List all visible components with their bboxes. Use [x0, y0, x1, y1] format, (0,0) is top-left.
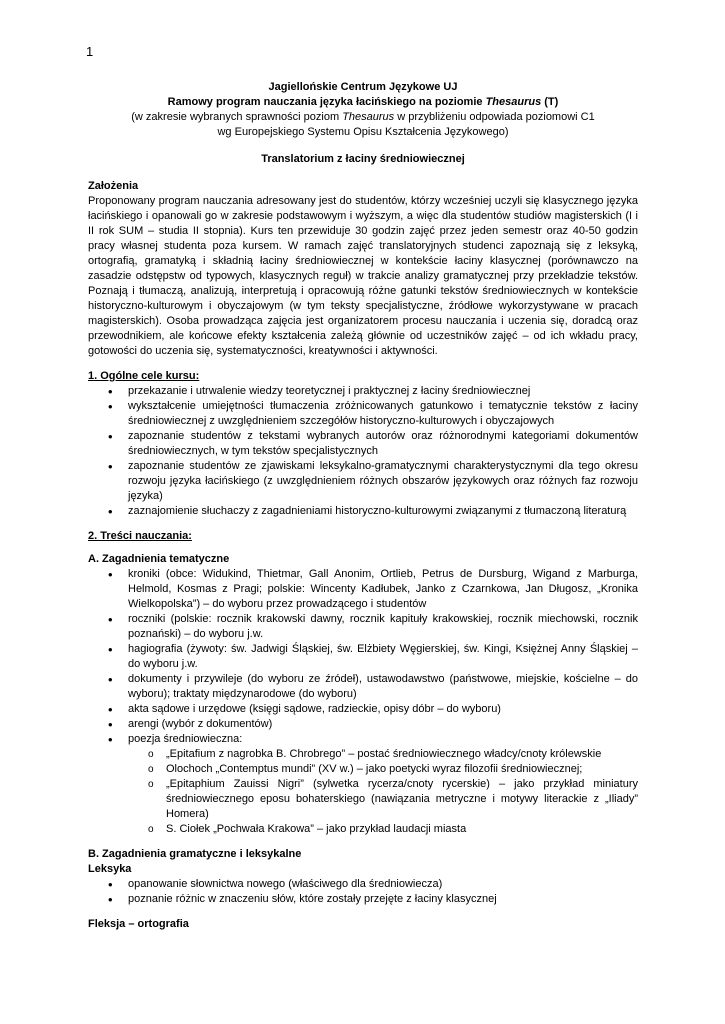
page-number: 1 — [86, 44, 94, 59]
cele-list — [88, 384, 638, 519]
tresci-section — [88, 529, 638, 932]
list-item: • hagiografia (żywoty: św. Jadwigi Śląskiej, św. Elżbiety Węgierskiej, św. Kingi, Księżnej Anny Śląskiej – do wyboru j.w. — [88, 642, 638, 672]
sub-list-item: o „Epitaphium Zauissi Nigri” (sylwetka rycerza/cnoty rycerskie) – jako przykład miniatury średniowiecznego eposu bohaterskiego (nawiązania metryczne i motywy literackie z „Iliady” Homera) — [148, 777, 638, 822]
list-item: • poznanie różnic w znaczeniu słów, które zostały przejęte z łaciny klasycznej — [88, 892, 638, 907]
list-item: • wykształcenie umiejętności tłumaczenia zróżnicowanych gatunkowo i tematycznie tekstów z łaciny średniowiecznej z uwzględnieniem szczegółów historyczno-kulturowych i obyczajowych — [88, 399, 638, 429]
poezja-label: poezja średniowieczna: — [128, 733, 243, 745]
list-item: • zapoznanie studentów ze zjawiskami leksykalno-gramatycznymi charakterystycznymi dla tego okresu rozwoju języka łacińskiego (z uwzględnieniem różnych obszarów językowych oraz różnych faz rozwoju języka) — [88, 459, 638, 504]
tematyczne-list — [88, 567, 638, 837]
gramatyczne-heading: B. Zagadnienia gramatyczne i leksykalne — [88, 848, 302, 860]
list-item-poezja — [88, 732, 638, 837]
list-item: • dokumenty i przywileje (do wyboru ze źródeł), ustawodawstwo (państwowe, miejskie, kościelne – do wyboru); traktaty międzynarodowe (do wyboru) — [88, 672, 638, 702]
poezja-list — [148, 747, 638, 837]
sub-list-item: o „Epitafium z nagrobka B. Chrobrego” – postać średniowiecznego władcy/cnoty królewskie — [148, 747, 638, 762]
list-item: • akta sądowe i urzędowe (księgi sądowe, radzieckie, opisy dóbr – do wyboru) — [88, 702, 638, 717]
fleksja-heading: Fleksja – ortografia — [88, 918, 189, 930]
sub-list-item: o S. Ciołek „Pochwała Krakowa” – jako przykład laudacji miasta — [148, 822, 638, 837]
tematyczne-heading: A. Zagadnienia tematyczne — [88, 553, 230, 565]
zalozenia-text: Proponowany program nauczania adresowany jest do studentów, którzy wcześniej uczyli się klasycznego języka łacińskiego i opanowali go w zakresie podstawowym i wyższym, a więc dla studentów studiów magisterskich (I i II rok SUM – studia II stopnia). Kurs ten przewiduje 30 godzin zajęć przez jeden semestr oraz 40-50 godzin pracy własnej studenta poza kursem. W ramach zajęć translatoryjnych studenci zapoznają się z leksyką, ortografią, gramatyką i składnią łaciny średniowiecznej w kontekście łaciny klasycznej (porównawczo na zasadzie odstępstw od typowych, klasycznych reguł) w trakcie analizy gramatycznej przy przekładzie tekstów. Poznają i tłumaczą, analizują, interpretują i opracowują różne gatunki tekstów średniowiecznych w kontekście historyczno-kulturowym i obyczajowym (w tym teksty specjalistyczne, źródłowe wykorzystywane w pracach magisterskich). Osoba prowadząca zajęcia jest organizatorem procesu nauczania i uczenia się, doradcą oraz przewodnikiem, ale końcowe efekty kształcenia zależą głównie od uczestników zajęć – od ich wkładu pracy, gotowości do uczenia się, systematyczności, kreatywności i aktywności. — [88, 195, 638, 357]
list-item: • roczniki (polskie: rocznik krakowski dawny, rocznik kapituły krakowskiej, rocznik miechowski, rocznik poznański) – do wyboru j.w. — [88, 612, 638, 642]
list-item: • zaznajomienie słuchaczy z zagadnieniami historyczno-kulturowymi związanymi z tłumaczoną literaturą — [88, 504, 638, 519]
leksyka-list — [88, 877, 638, 907]
level-note: (w zakresie wybranych sprawności poziom Thesaurus w przybliżeniu odpowiada poziomowi C1 — [131, 111, 595, 123]
level-note-2: wg Europejskiego Systemu Opisu Kształcenia Językowego) — [217, 126, 509, 138]
list-item: • przekazanie i utrwalenie wiedzy teoretycznej i praktycznej z łaciny średniowiecznej — [88, 384, 638, 399]
title-block — [88, 80, 638, 140]
cele-heading: 1. Ogólne cele kursu: — [88, 370, 200, 382]
list-item: • arengi (wybór z dokumentów) — [88, 717, 638, 732]
list-item: • opanowanie słownictwa nowego (właściwego dla średniowiecza) — [88, 877, 638, 892]
leksyka-heading: Leksyka — [88, 863, 132, 875]
document-body — [88, 80, 638, 932]
sub-list-item: o Olochoch „Contemptus mundi” (XV w.) – jako poetycki wyraz filozofii średniowiecznej; — [148, 762, 638, 777]
institution-title: Jagiellońskie Centrum Językowe UJ — [268, 81, 458, 93]
list-item: • kroniki (obce: Widukind, Thietmar, Gall Anonim, Ortlieb, Petrus de Dursburg, Wigand z Marburga, Helmold, Kosmas z Pragi; polskie: Wincenty Kadłubek, Janko z Czarnkowa, Jan Długosz, „Kronika Wielkopolska”) – do wyboru przez prowadzącego i studentów — [88, 567, 638, 612]
tresci-heading: 2. Treści nauczania: — [88, 530, 192, 542]
course-subtitle: Translatorium z łaciny średniowiecznej — [261, 153, 465, 165]
program-title: Ramowy program nauczania języka łacińskiego na poziomie Thesaurus (T) — [167, 96, 559, 108]
list-item: • zapoznanie studentów z tekstami wybranych autorów oraz różnorodnymi kategoriami dokumentów średniowiecznych, w tym tekstów specjalistycznych — [88, 429, 638, 459]
cele-section — [88, 369, 638, 519]
zalozenia-heading: Założenia — [88, 180, 139, 192]
